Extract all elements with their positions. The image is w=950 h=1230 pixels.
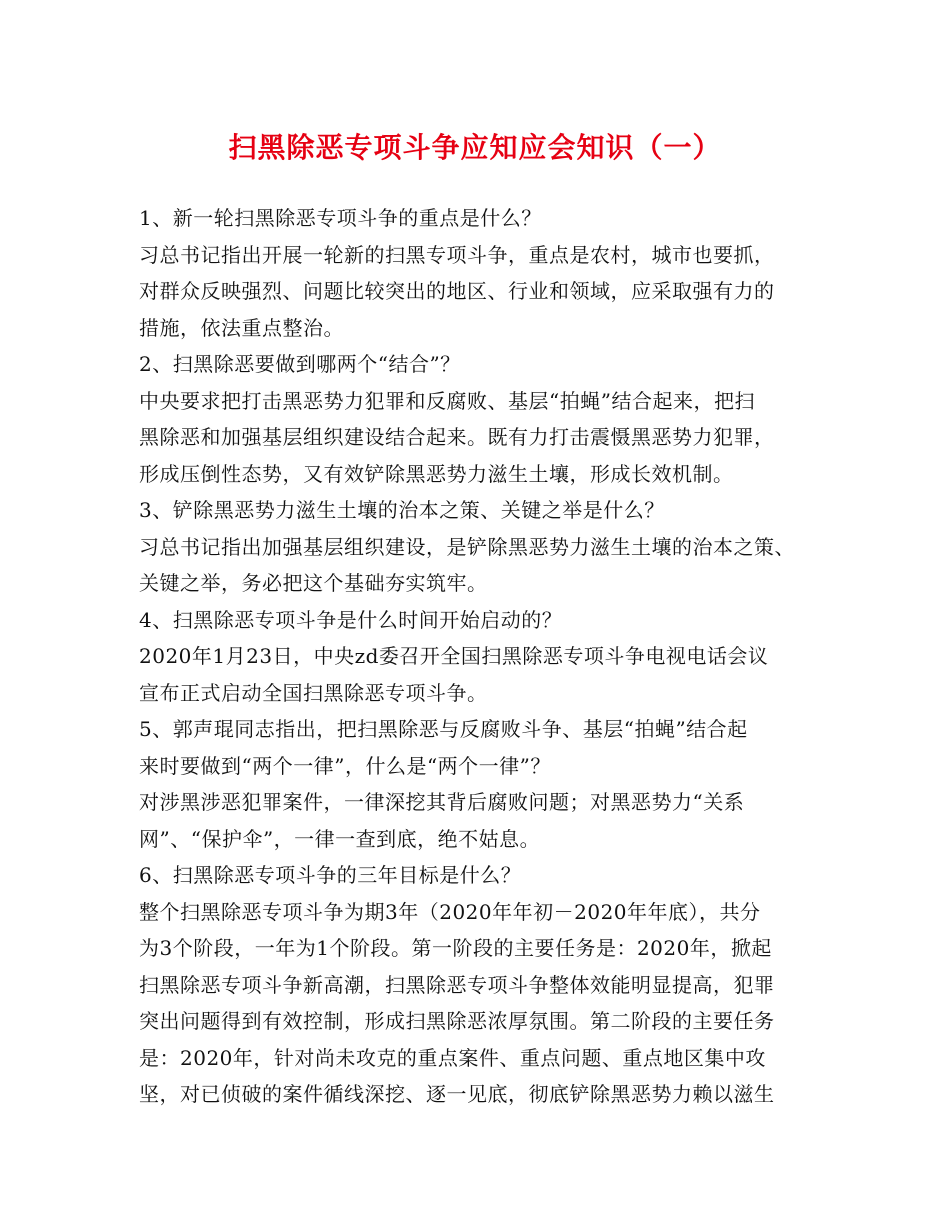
text-line: 3、铲除黑恶势力滋生土壤的治本之策、关键之举是什么？ (139, 498, 665, 522)
text-line: 突出问题得到有效控制，形成扫黑除恶浓厚氛围。第二阶段的主要任务 (139, 1009, 775, 1033)
text-line: 来时要做到“两个一律”，什么是“两个一律”？ (139, 753, 551, 778)
text-line: 网”、“保护伞”，一律一查到底，绝不姑息。 (139, 826, 541, 851)
text-line: 中央要求把打击黑恶势力犯罪和反腐败、基层“拍蝇”结合起来，把扫 (139, 388, 755, 413)
document-title: 扫黑除恶专项斗争应知应会知识（一） (228, 131, 722, 164)
text-line: 1、新一轮扫黑除恶专项斗争的重点是什么？ (139, 206, 542, 230)
text-line: 是：2020年，针对尚未攻克的重点案件、重点问题、重点地区集中攻 (139, 1045, 766, 1070)
text-line: 2、扫黑除恶要做到哪两个“结合”？ (139, 352, 461, 376)
text-line: 为3个阶段，一年为1个阶段。第一阶段的主要任务是：2020年，掀起 (139, 936, 772, 960)
text-line: 4、扫黑除恶专项斗争是什么时间开始启动的？ (139, 607, 563, 632)
text-line: 6、扫黑除恶专项斗争的三年目标是什么？ (139, 863, 522, 887)
text-line: 习总书记指出加强基层组织建设，是铲除黑恶势力滋生土壤的治本之策、 (139, 534, 795, 559)
text-line: 习总书记指出开展一轮新的扫黑专项斗争，重点是农村，城市也要抓， (139, 242, 775, 267)
text-line: 5、郭声琨同志指出，把扫黑除恶与反腐败斗争、基层“拍蝇”结合起 (139, 717, 748, 741)
text-line: 宣布正式启动全国扫黑除恶专项斗争。 (139, 680, 488, 705)
text-line: 2020年1月23日，中央zd委召开全国扫黑除恶专项斗争电视电话会议 (139, 644, 769, 668)
document-body (139, 200, 819, 1113)
text-line: 对群众反映强烈、问题比较突出的地区、行业和领域，应采取强有力的 (139, 279, 775, 303)
text-line: 坚，对已侦破的案件循线深挖、逐一见底，彻底铲除黑恶势力赖以滋生 (139, 1082, 775, 1106)
text-line: 黑除恶和加强基层组织建设结合起来。既有力打击震慑黑恶势力犯罪， (139, 425, 775, 449)
text-line: 整个扫黑除恶专项斗争为期3年（2020年年初－2020年年底），共分 (139, 899, 761, 924)
text-line: 关键之举，务必把这个基础夯实筑牢。 (139, 571, 488, 595)
text-line: 措施，依法重点整治。 (139, 315, 344, 340)
text-line: 对涉黑涉恶犯罪案件，一律深挖其背后腐败问题；对黑恶势力“关系 (139, 790, 745, 814)
text-line: 扫黑除恶专项斗争新高潮，扫黑除恶专项斗争整体效能明显提高，犯罪 (139, 972, 775, 997)
text-line: 形成压倒性态势，又有效铲除黑恶势力滋生土壤，形成长效机制。 (139, 461, 734, 486)
